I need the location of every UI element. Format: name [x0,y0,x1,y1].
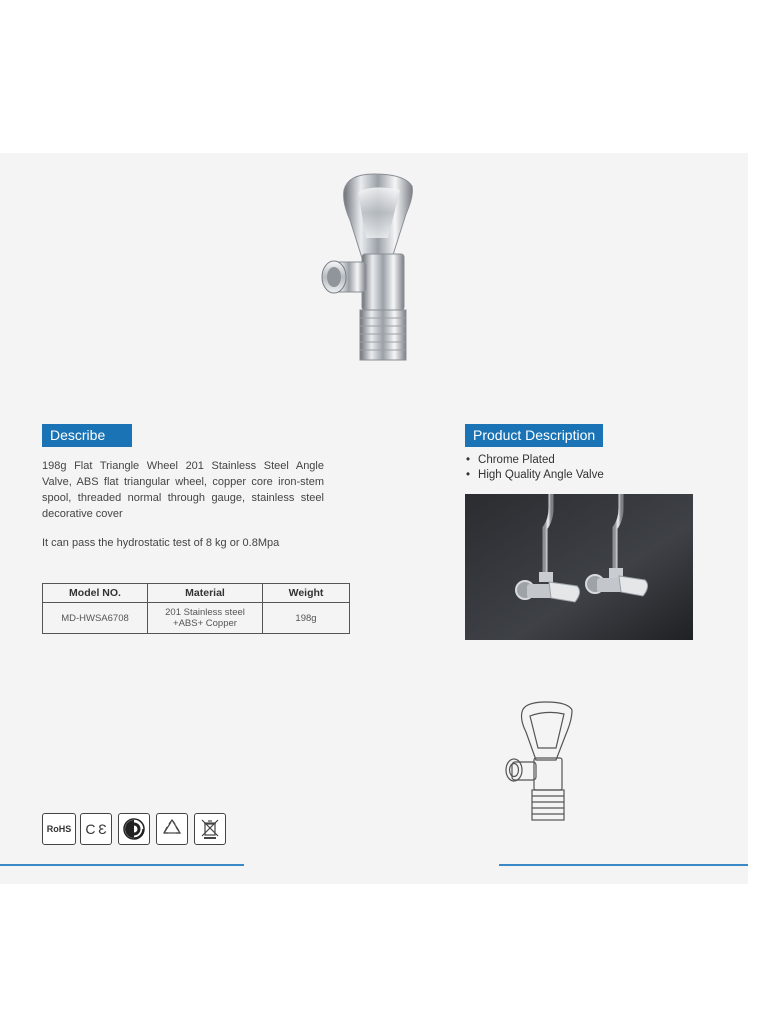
left-divider-rule [0,864,244,866]
material-line-2: +ABS+ Copper [173,618,237,629]
spec-table [42,583,350,634]
green-dot-mark-icon [118,813,150,845]
product-description-heading: Product Description [465,424,603,447]
ce-mark-icon: C Ɛ [80,813,112,845]
rohs-mark-icon: RoHS [42,813,76,845]
column-header-material: Material [148,584,263,603]
feature-list [466,453,604,483]
material-cell [148,603,263,634]
valve-line-drawing [500,698,580,826]
spec-table-header-row [43,584,350,603]
angle-valve-hero-image [300,168,440,368]
list-item: • High Quality Angle Valve [466,468,604,483]
hydrostatic-test-note: It can pass the hydrostatic test of 8 kg or 0.8Mpa [42,537,280,549]
describe-heading: Describe [42,424,132,447]
right-divider-rule [499,864,748,866]
recycle-mark-icon [156,813,188,845]
describe-paragraph: 198g Flat Triangle Wheel 201 Stainless Steel Angle Valve, ABS flat triangular wheel, copper core iron-stem spool, threaded normal through gauge, stainless steel decorative cover [42,460,324,520]
list-item: • Chrome Plated [466,453,604,468]
weee-bin-mark-icon [194,813,226,845]
column-header-weight: Weight [263,584,350,603]
column-header-model: Model NO. [43,584,148,603]
weight-cell: 198g [263,603,350,634]
installed-valves-photo [465,494,693,640]
table-row [43,603,350,634]
model-cell: MD-HWSA6708 [43,603,148,634]
material-line-1: 201 Stainless steel [165,607,245,618]
